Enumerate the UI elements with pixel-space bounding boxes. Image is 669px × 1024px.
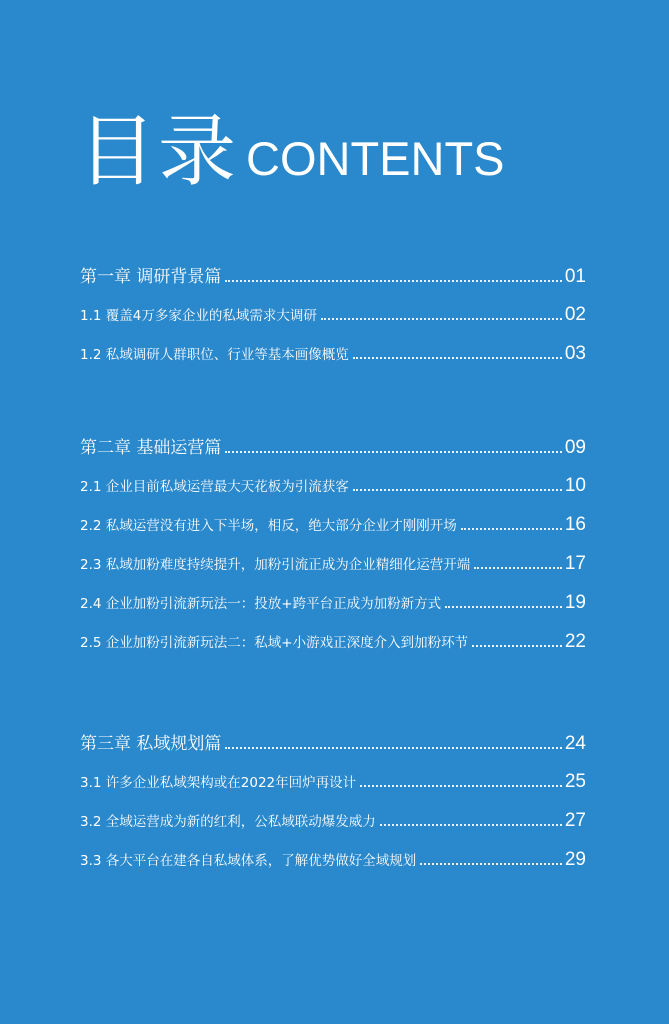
toc-item-title: 3.2 全域运营成为新的红利，公私域联动爆发威力	[80, 814, 376, 830]
toc-item[interactable]	[80, 471, 586, 497]
chapter-2	[80, 433, 586, 666]
page-number: 02	[564, 304, 586, 325]
leader-dots	[353, 357, 562, 359]
toc-item-title: 2.2 私域运营没有进入下半场，相反，绝大部分企业才刚刚开场	[80, 518, 457, 534]
toc-item[interactable]	[80, 767, 586, 793]
toc-item-title: 3.1 许多企业私域架构或在2022年回炉再设计	[80, 775, 357, 791]
toc-item[interactable]	[80, 510, 586, 536]
chapter-title: 第二章 基础运营篇	[80, 438, 222, 458]
toc-item-title: 2.3 私域加粉难度持续提升，加粉引流正成为企业精细化运营开端	[80, 557, 471, 573]
page-number: 10	[564, 475, 586, 496]
leader-dots	[461, 528, 562, 530]
leader-dots	[353, 489, 562, 491]
leader-dots	[360, 785, 562, 787]
page-number: 01	[564, 266, 586, 287]
toc-item[interactable]	[80, 549, 586, 575]
page-number: 03	[564, 343, 586, 364]
page-number: 29	[564, 849, 586, 870]
page-number: 24	[564, 733, 586, 754]
title-english: CONTENTS	[246, 132, 505, 185]
toc-item[interactable]	[80, 845, 586, 871]
page-number: 16	[564, 514, 586, 535]
chapter-3	[80, 729, 586, 884]
chapter-1	[80, 262, 586, 378]
toc-item-title: 2.1 企业目前私域运营最大天花板为引流获客	[80, 479, 349, 495]
toc-item[interactable]	[80, 627, 586, 653]
leader-dots	[225, 747, 561, 749]
leader-dots	[225, 451, 561, 453]
toc-item-title: 3.3 各大平台在建各自私域体系，了解优势做好全域规划	[80, 853, 417, 869]
leader-dots	[474, 567, 562, 569]
toc-item[interactable]	[80, 588, 586, 614]
toc-item[interactable]	[80, 339, 586, 365]
toc-item[interactable]	[80, 806, 586, 832]
chapter-title: 第一章 调研背景篇	[80, 267, 222, 287]
toc-item-title: 2.5 企业加粉引流新玩法二：私域+小游戏正深度介入到加粉环节	[80, 635, 469, 651]
page-number: 17	[564, 553, 586, 574]
page-number: 19	[564, 592, 586, 613]
toc-item-title: 1.1 覆盖4万多家企业的私域需求大调研	[80, 308, 317, 324]
chapter-heading[interactable]	[80, 433, 586, 459]
page-number: 27	[564, 810, 586, 831]
toc-item-title: 1.2 私域调研人群职位、行业等基本画像概览	[80, 347, 349, 363]
page-number: 09	[564, 437, 586, 458]
leader-dots	[445, 606, 562, 608]
leader-dots	[472, 645, 562, 647]
chapter-heading[interactable]	[80, 262, 586, 288]
toc-item-title: 2.4 企业加粉引流新玩法一：投放+跨平台正成为加粉新方式	[80, 596, 442, 612]
chapter-title: 第三章 私域规划篇	[80, 734, 222, 754]
leader-dots	[420, 863, 562, 865]
toc-item[interactable]	[80, 300, 586, 326]
leader-dots	[380, 824, 562, 826]
leader-dots	[225, 280, 561, 282]
leader-dots	[321, 318, 562, 320]
chapter-heading[interactable]	[80, 729, 586, 755]
title-chinese: 目录	[78, 107, 239, 197]
page-number: 22	[564, 631, 586, 652]
page-title	[78, 107, 505, 197]
page-number: 25	[564, 771, 586, 792]
